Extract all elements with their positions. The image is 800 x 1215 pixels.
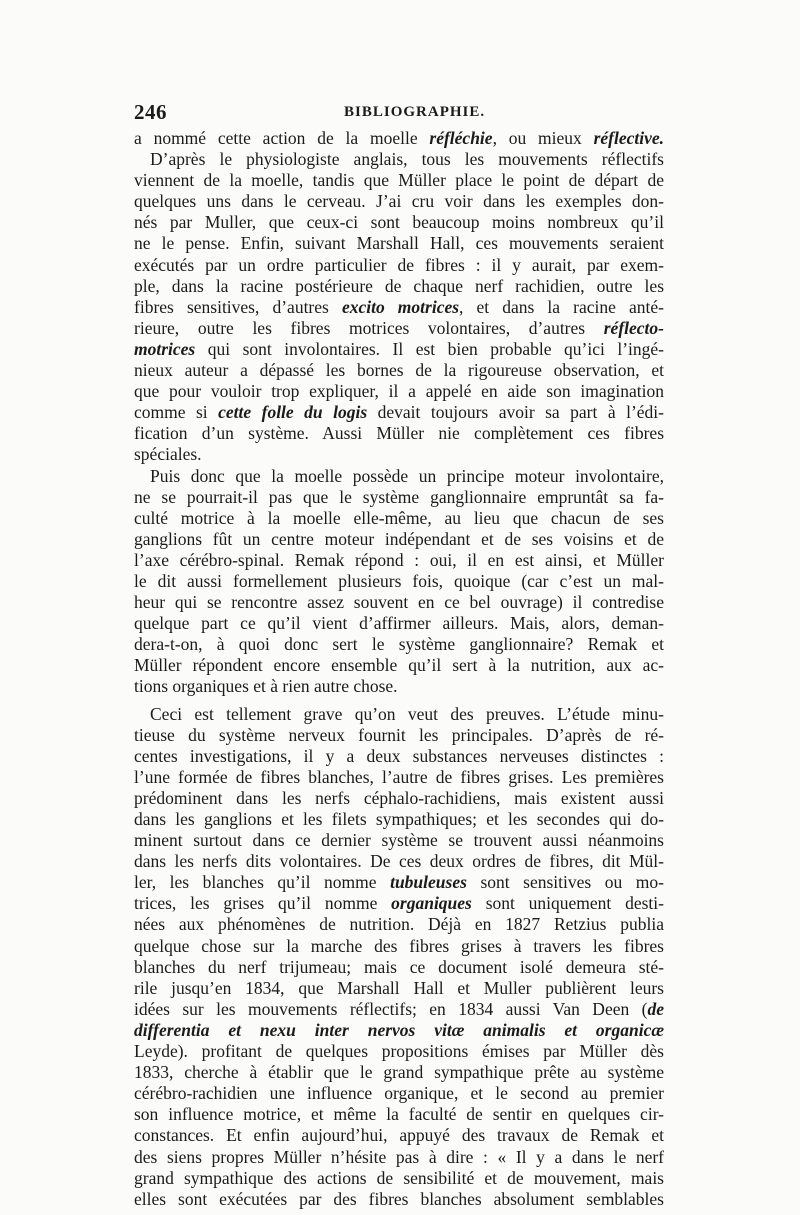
text-run: Müller répondent encore ensemble qu’il sert à la nutrition, aux ac- bbox=[134, 655, 664, 676]
italic-term: tubuleuses bbox=[390, 872, 467, 893]
text-run: blanches du nerf trijumeau; mais ce document isolé demeura sté- bbox=[134, 956, 664, 977]
text-line bbox=[134, 1020, 664, 1041]
text-run: dans les nerfs dits volontaires. De ces deux ordres de fibres, dit Mül- bbox=[134, 851, 664, 872]
italic-term: de bbox=[647, 998, 664, 1019]
text-line bbox=[134, 381, 664, 402]
text-line bbox=[134, 170, 664, 191]
text-line bbox=[134, 212, 664, 233]
text-line bbox=[134, 402, 664, 423]
text-line bbox=[134, 725, 664, 746]
text-run: grand sympathique des actions de sensibilité et de mouvement, mais bbox=[134, 1167, 664, 1188]
text-line bbox=[134, 550, 664, 571]
text-run: ler, les blanches qu’il nomme bbox=[134, 872, 391, 893]
text-run: que pour vouloir trop expliquer, il a appelé en aide son imagination bbox=[134, 381, 664, 402]
text-run: son influence motrice, et même la faculté de sentir en quelques cir- bbox=[134, 1104, 664, 1125]
text-run: a nommé cette action de la moelle bbox=[134, 128, 430, 148]
text-line bbox=[134, 746, 664, 767]
text-run: nées aux phénomènes de nutrition. Déjà en 1827 Retzius publia bbox=[134, 914, 664, 935]
text-line bbox=[134, 655, 664, 676]
text-line bbox=[134, 1168, 664, 1189]
text-run: l’une formée de fibres blanches, l’autre de fibres grises. Les premières bbox=[134, 766, 664, 787]
text-run: comme si bbox=[134, 402, 219, 423]
text-line bbox=[134, 318, 664, 339]
text-run: constances. Et enfin aujourd’hui, appuyé des travaux de Remak et bbox=[134, 1125, 664, 1146]
text-line bbox=[134, 767, 664, 788]
text-line bbox=[134, 893, 664, 914]
text-line bbox=[134, 508, 664, 529]
text-run: ne le pense. Enfin, suivant Marshall Hall, ces mouvements seraient bbox=[134, 233, 664, 254]
text-run: Ceci est tellement grave qu’on veut des preuves. L’étude minu- bbox=[150, 703, 664, 724]
text-line bbox=[134, 276, 664, 297]
text-run: cérébro-rachidien une influence organique, et le second au premier bbox=[134, 1083, 664, 1104]
text-line bbox=[134, 529, 664, 550]
text-line bbox=[134, 128, 664, 149]
text-run: fibres sensitives, d’autres bbox=[134, 296, 342, 317]
text-line bbox=[134, 1125, 664, 1146]
text-line bbox=[134, 676, 664, 697]
italic-term: motrices bbox=[134, 338, 196, 359]
text-run: dans les ganglions et les filets sympathiques; et les secondes qui do- bbox=[134, 809, 664, 829]
text-line bbox=[134, 872, 664, 893]
text-line bbox=[134, 1041, 664, 1062]
text-run: l’axe cérébro-spinal. Remak répond : oui, il en est ainsi, et Müller bbox=[134, 549, 664, 570]
text-run: sont uniquement desti- bbox=[471, 893, 664, 914]
text-line bbox=[134, 1147, 664, 1168]
text-line bbox=[134, 851, 664, 872]
italic-term: réflecto- bbox=[603, 317, 664, 338]
text-line bbox=[134, 957, 664, 978]
text-run: sont sensitives ou mo- bbox=[466, 872, 664, 893]
text-run: des siens propres Müller n’hésite pas à dire : « Il y a dans le nerf bbox=[134, 1146, 664, 1167]
text-run: quelque part ce qu’il vient d’affirmer ailleurs. Mais, alors, deman- bbox=[134, 613, 664, 634]
text-run: qui sont involontaires. Il est bien probable qu’ici l’ingé- bbox=[195, 338, 664, 359]
text-line bbox=[134, 360, 664, 381]
text-run: exécutés par un ordre particulier de fibres : il y aurait, par exem- bbox=[134, 254, 664, 275]
text-run: dera-t-on, à quoi donc sert le système ganglionnaire? Remak et bbox=[134, 634, 664, 655]
text-run: nieux auteur a dépassé les bornes de la rigoureuse observation, et bbox=[134, 360, 664, 381]
text-run: tions organiques et à rien autre chose. bbox=[134, 676, 398, 697]
text-line bbox=[134, 487, 664, 508]
text-line bbox=[134, 999, 664, 1020]
text-run: le dit aussi formellement plusieurs fois, quoique (car c’est un mal- bbox=[134, 570, 664, 591]
text-run: spéciales. bbox=[134, 444, 202, 465]
text-line bbox=[134, 571, 664, 592]
text-line bbox=[134, 613, 664, 634]
text-line bbox=[134, 191, 664, 212]
italic-term: organiques bbox=[391, 893, 472, 914]
text-line bbox=[134, 914, 664, 935]
text-run: , et dans la racine anté- bbox=[459, 296, 664, 317]
text-run: nés par Muller, que ceux-ci sont beaucoup moins nombreux qu’il bbox=[134, 212, 664, 233]
text-line bbox=[134, 592, 664, 613]
text-run: ple, dans la racine postérieure de chaque nerf rachidien, outre les bbox=[134, 275, 664, 296]
text-line bbox=[134, 149, 664, 170]
text-line bbox=[134, 255, 664, 276]
text-run: centes investigations, il y a deux substances nerveuses distinctes : bbox=[134, 745, 664, 766]
text-run: Leyde). profitant de quelques propositions émises par Müller dès bbox=[134, 1041, 664, 1062]
text-run: 1833, cherche à établir que le grand sympathique prête au système bbox=[134, 1062, 664, 1083]
text-run: D’après le physiologiste anglais, tous les mouvements réflectifs bbox=[150, 149, 664, 170]
text-run: devait toujours avoir sa part à l’édi- bbox=[367, 402, 664, 423]
text-run: ne se pourrait-il pas que le système ganglionnaire empruntât sa fa- bbox=[134, 486, 664, 507]
text-line bbox=[134, 1189, 664, 1210]
italic-term: excito motrices bbox=[341, 296, 460, 317]
text-run: heur qui se rencontre assez souvent en ce bel ouvrage) il contredise bbox=[134, 592, 664, 613]
text-run: fication d’un système. Aussi Müller nie complètement ces fibres bbox=[134, 423, 664, 444]
italic-term: réfléchie bbox=[429, 128, 493, 148]
text-line bbox=[134, 704, 664, 725]
text-line bbox=[134, 809, 664, 830]
text-run: idées sur les mouvements réflectifs; en 1834 aussi Van Deen ( bbox=[134, 998, 648, 1019]
text-line bbox=[134, 466, 664, 487]
text-line bbox=[134, 788, 664, 809]
text-line bbox=[134, 936, 664, 957]
italic-term: cette folle du logis bbox=[218, 402, 368, 423]
text-line bbox=[134, 1083, 664, 1104]
page-number: 246 bbox=[134, 100, 167, 124]
text-line bbox=[134, 830, 664, 851]
text-line bbox=[134, 978, 664, 999]
text-run: rile jusqu’en 1834, que Marshall Hall et Muller publièrent leurs bbox=[134, 977, 664, 998]
text-run: viennent de la moelle, tandis que Müller place le point de départ de bbox=[134, 170, 664, 191]
text-run: elles sont exécutées par des fibres blanches absolument semblables bbox=[134, 1188, 664, 1209]
text-line bbox=[134, 1104, 664, 1125]
body-text bbox=[134, 128, 664, 1210]
text-line bbox=[134, 1062, 664, 1083]
text-run: rieure, outre les fibres motrices volontaires, d’autres bbox=[134, 317, 604, 338]
text-line bbox=[134, 423, 664, 444]
text-line bbox=[134, 339, 664, 360]
page-header bbox=[134, 100, 664, 126]
text-run: trices, les grises qu’il nomme bbox=[134, 893, 392, 914]
text-line bbox=[134, 444, 664, 465]
text-run: quelques uns dans le cerveau. J’ai cru voir dans les exemples don- bbox=[134, 191, 664, 212]
text-run: quelque chose sur la marche des fibres grises à travers les fibres bbox=[134, 935, 664, 956]
text-run: minent surtout dans ce dernier système se trouvent aussi néanmoins bbox=[134, 830, 664, 851]
text-run: Puis donc que la moelle possède un principe moteur involontaire, bbox=[150, 465, 664, 486]
text-run: , ou mieux bbox=[492, 128, 594, 148]
text-line bbox=[134, 297, 664, 318]
text-line bbox=[134, 233, 664, 254]
italic-term: réflective. bbox=[593, 128, 664, 148]
text-line bbox=[134, 634, 664, 655]
text-run: culté motrice à la moelle elle-même, au lieu que chacun de ses bbox=[134, 507, 664, 528]
italic-term: differentia et nexu inter nervos vitæ animalis et organicæ bbox=[134, 1019, 664, 1040]
text-run: prédominent dans les nerfs céphalo-rachidiens, mais existent aussi bbox=[134, 787, 664, 808]
running-head: BIBLIOGRAPHIE. bbox=[344, 104, 486, 120]
text-run: ganglions fût un centre moteur indépendant et de ses voisins et de bbox=[134, 528, 664, 549]
text-run: tieuse du système nerveux fournit les principales. D’après de ré- bbox=[134, 724, 664, 745]
